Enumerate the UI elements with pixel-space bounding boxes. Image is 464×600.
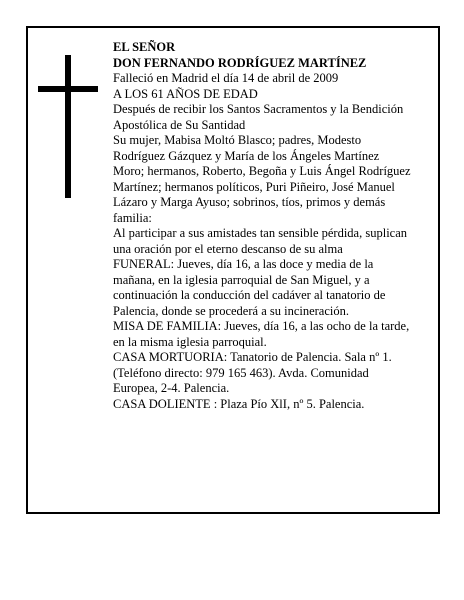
cross-icon-bar [38,86,98,92]
notice-title: EL SEÑOR [113,40,176,54]
family-mass-text: MISA DE FAMILIA: Jueves, día 16, a las ocho de la tarde, en la misma iglesia parroquial. [113,319,410,349]
deceased-name: DON FERNANDO RODRÍGUEZ MARTÍNEZ [113,55,367,70]
request-text: Al participar a sus amistades tan sensible pérdida, suplican una oración por el eterno descanso de su alma [113,226,408,256]
mourning-home-text: CASA DOLIENTE : Plaza Pío XlI, nº 5. Palencia. [113,396,365,411]
death-info: Falleció en Madrid el día 14 de abril de 2009 [113,71,339,85]
sacraments-text: Después de recibir los Santos Sacramentos y la Bendición Apostólica de Su Santidad [113,102,404,132]
mortuary-text: CASA MORTUORIA: Tanatorio de Palencia. Sala nº 1. (Teléfono directo: 979 165 463). Avda. Comunidad Europea, 2-4. Palencia. [113,350,392,395]
funeral-text: FUNERAL: Jueves, día 16, a las doce y media de la mañana, en la iglesia parroquial de San Miguel, y a continuación la conducción del cadáver al tanatorio de Palencia, donde se procederá a su incineración. [113,257,386,318]
notice-content [113,40,413,412]
family-text: Su mujer, Mabisa Moltó Blasco; padres, Modesto Rodríguez Gázquez y María de los Ángeles Martínez Moro; hermanos, Roberto, Begoña y Luis Ángel Rodríguez Martínez; hermanos políticos, Puri Piñeiro, José Manuel Lázaro y Marga Ayuso; sobrinos, tíos, primos y demás familia: [113,133,411,225]
cross-icon [65,55,71,198]
age-info: A LOS 61 AÑOS DE EDAD [113,86,258,101]
